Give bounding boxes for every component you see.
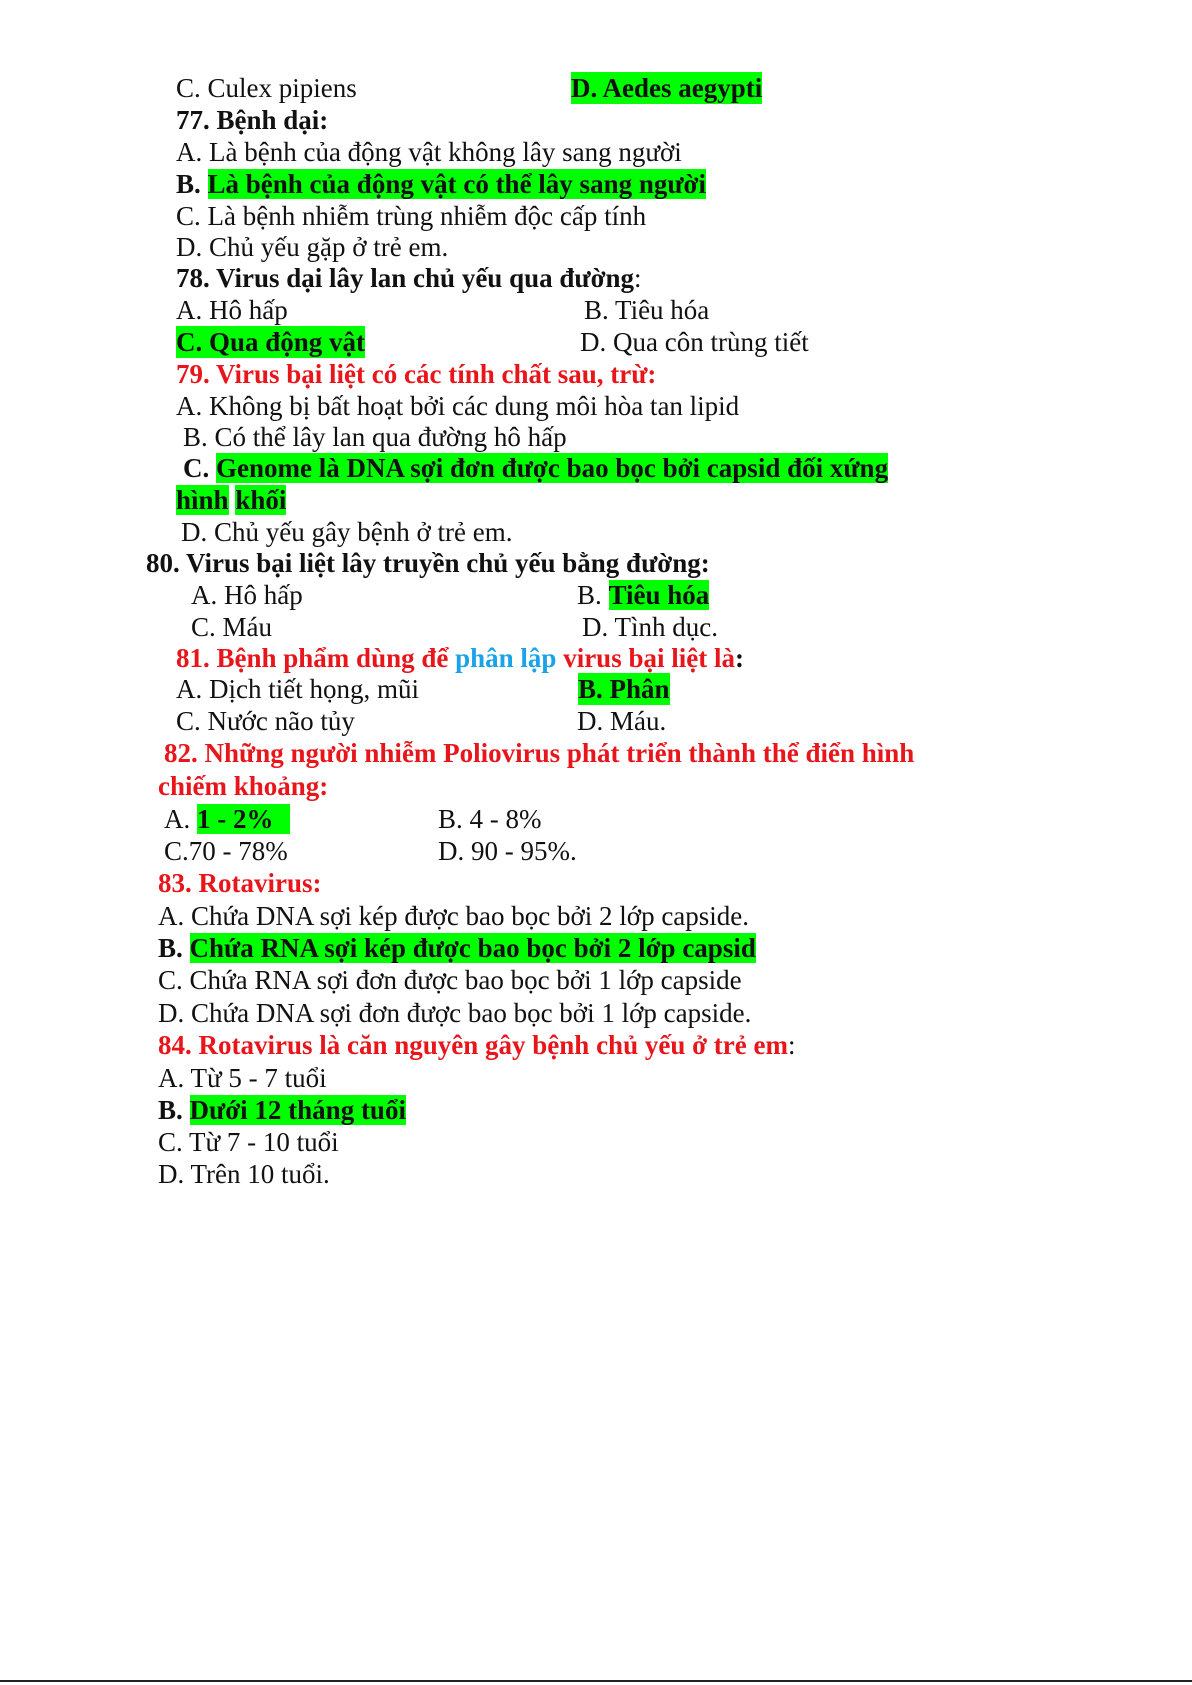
q76-option-d-answer: D. Aedes aegypti (571, 73, 763, 103)
q81-title-part1: 81. Bệnh phẩm dùng để (176, 643, 449, 673)
q84-option-c: C. Từ 7 - 10 tuổi (158, 1127, 339, 1157)
q77-option-a: A. Là bệnh của động vật không lây sang người (176, 137, 682, 167)
answer-text: Tiêu hóa (608, 580, 710, 610)
q83-option-d: D. Chứa DNA sợi đơn được bao bọc bởi 1 lớp capside. (158, 998, 752, 1028)
answer-text: Chứa RNA sợi kép được bao bọc bởi 2 lớp capsid (189, 933, 756, 963)
q77-option-d: D. Chủ yếu gặp ở trẻ em. (176, 232, 449, 262)
q83-option-c: C. Chứa RNA sợi đơn được bao bọc bởi 1 lớp capside (158, 965, 742, 995)
option-prefix: A. (164, 804, 191, 834)
q83-option-b-answer (158, 932, 756, 964)
answer-text: Dưới 12 tháng tuổi (189, 1095, 406, 1125)
q80-option-d: D. Tình dục. (582, 612, 718, 642)
q78-option-a: A. Hô hấp (176, 295, 288, 325)
option-prefix: B. (158, 1095, 183, 1125)
q80-option-c: C. Máu (191, 612, 272, 642)
q79-option-b: B. Có thể lây lan qua đường hô hấp (183, 422, 567, 452)
q82-option-b: B. 4 - 8% (438, 804, 542, 834)
q82-option-a-answer (164, 803, 290, 835)
q83-option-a: A. Chứa DNA sợi kép được bao bọc bởi 2 lớp capside. (158, 901, 750, 931)
q79-option-d: D. Chủ yếu gây bệnh ở trẻ em. (181, 517, 513, 547)
q84-title (158, 1029, 795, 1061)
q78-option-b: B. Tiêu hóa (584, 295, 710, 325)
q78-title-text: 78. Virus dại lây lan chủ yếu qua đường (176, 263, 635, 293)
q82-option-c: C.70 - 78% (164, 836, 288, 866)
q78-option-c-answer: C. Qua động vật (176, 327, 366, 357)
q77-option-c: C. Là bệnh nhiễm trùng nhiễm độc cấp tính (176, 201, 647, 231)
q84-option-b-answer (158, 1094, 406, 1126)
q80-title: 80. Virus bại liệt lây truyền chủ yếu bằng đường: (146, 548, 710, 578)
q77-option-b-answer (176, 168, 706, 200)
q77-title: 77. Bệnh dại: (176, 105, 329, 135)
q81-title (176, 642, 744, 674)
q84-title-text: 84. Rotavirus là căn nguyên gây bệnh chủ yếu ở trẻ em (158, 1030, 788, 1060)
q79-option-c-answer-line2 (176, 484, 286, 516)
q80-option-a: A. Hô hấp (191, 580, 303, 610)
q81-option-d: D. Máu. (577, 706, 667, 736)
q84-option-a: A. Từ 5 - 7 tuổi (158, 1063, 327, 1093)
q76-option-c: C. Culex pipiens (176, 73, 357, 103)
q79-option-a: A. Không bị bất hoạt bởi các dung môi hòa tan lipid (176, 391, 740, 421)
answer-text: khối (235, 485, 287, 515)
answer-text: 1 - 2% (197, 804, 290, 834)
q84-title-colon: : (787, 1030, 796, 1060)
q83-title: 83. Rotavirus: (158, 868, 322, 898)
q81-option-c: C. Nước não tủy (176, 706, 355, 736)
q81-title-part3: virus bại liệt là (563, 643, 735, 673)
q82-title-line2: chiếm khoảng: (158, 771, 329, 801)
q81-option-a: A. Dịch tiết họng, mũi (176, 674, 419, 704)
answer-text: hình (176, 485, 229, 515)
q78-option-d: D. Qua côn trùng tiết (580, 327, 809, 357)
option-prefix: C. (183, 453, 210, 483)
q84-option-d: D. Trên 10 tuổi. (158, 1159, 330, 1189)
answer-text: Genome là DNA sợi đơn được bao bọc bởi capsid đối xứng (216, 453, 889, 483)
q82-title-line1: 82. Những người nhiễm Poliovirus phát triển thành thể điển hình (164, 738, 915, 768)
q81-option-b-answer: B. Phân (578, 674, 670, 704)
q81-title-part2: phân lập (455, 643, 557, 673)
page-bottom-divider (0, 1680, 1192, 1682)
option-prefix: B. (577, 580, 602, 610)
option-prefix: B. (176, 169, 201, 199)
answer-text: Là bệnh của động vật có thể lây sang người (207, 169, 707, 199)
q80-option-b-answer (577, 579, 709, 611)
q78-title (176, 262, 642, 294)
q81-title-colon: : (734, 643, 744, 673)
q79-option-c-answer-line1 (183, 452, 888, 484)
option-prefix: B. (158, 933, 183, 963)
q79-title: 79. Virus bại liệt có các tính chất sau, trừ: (176, 359, 657, 389)
q82-option-d: D. 90 - 95%. (438, 836, 577, 866)
q78-title-colon: : (634, 263, 642, 293)
